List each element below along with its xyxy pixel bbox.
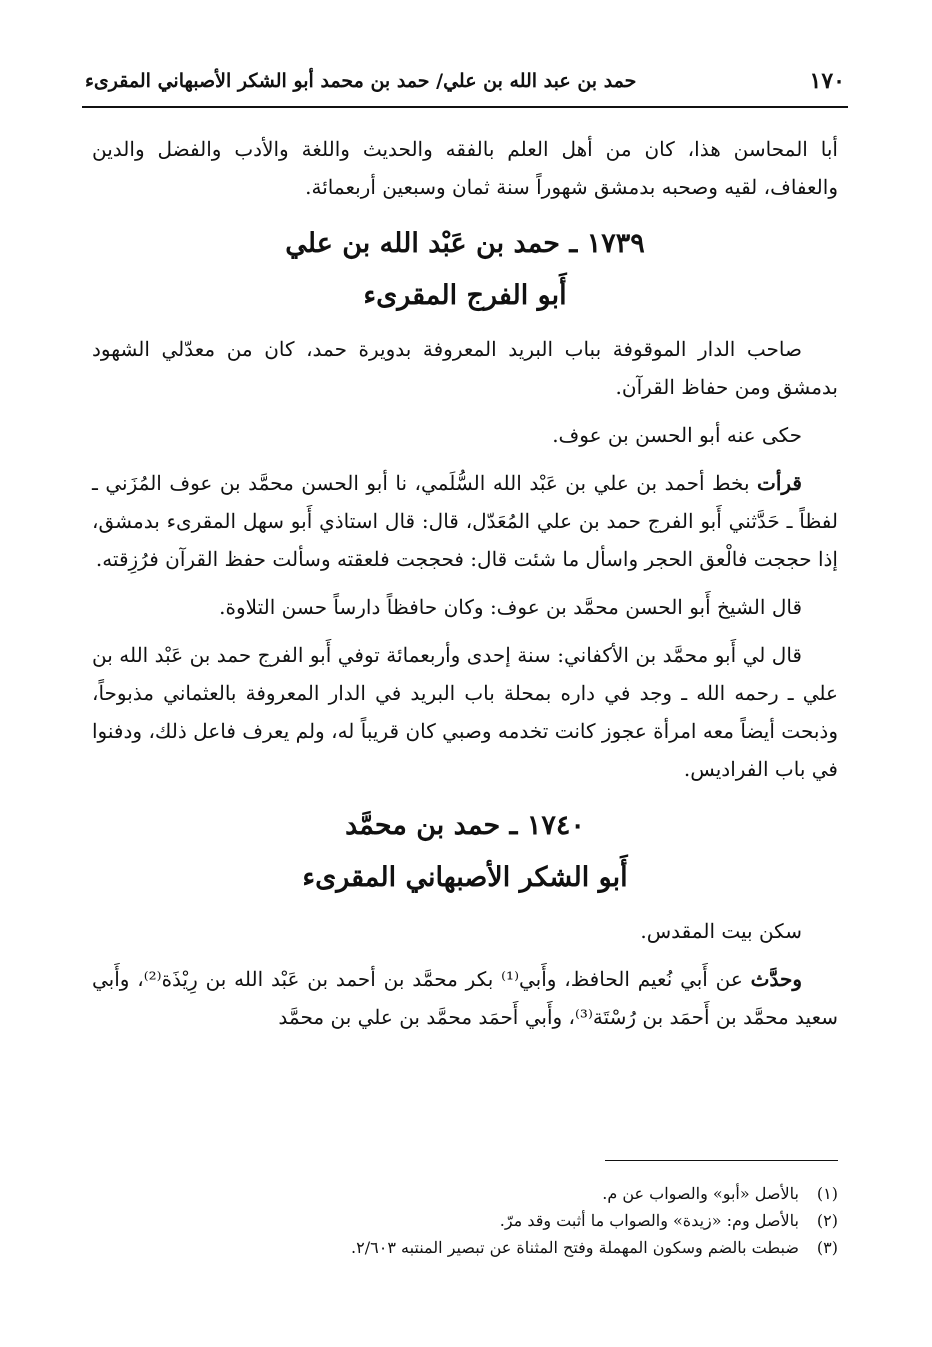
paragraph-text: بخط أحمد بن علي بن عَبْد الله السُّلَمي، نا أبو الحسن محمَّد بن عوف المُزَني ـ لفظاً ـ حَدَّثني أَبو الفرج حمد بن علي المُعَدّل، قال: قال استاذي أَبو سهل المقرىء بدمشق، إذا حججت فالْعق الحجر واسأل ما شئت قال: فحججت فلعقته وسألت حفظ القرآن فرُزِقته. <box>92 471 838 571</box>
footnote-text: بالأصل «أبو» والصواب عن م. <box>602 1184 799 1203</box>
lead-word: وحدَّث <box>750 967 802 991</box>
footnote-number: (٢) <box>816 1211 838 1230</box>
entry-1740-paragraph-1: سكن بيت المقدس. <box>640 919 802 943</box>
footnote <box>92 1207 838 1234</box>
running-title: حمد بن عبد الله بن علي/ حمد بن محمد أبو الشكر الأصبهاني المقرىء <box>85 70 637 92</box>
main-text <box>92 130 838 1036</box>
entry-1739-paragraph-3 <box>92 464 838 578</box>
paragraph-text: عن أَبي نُعيم الحافظ، وأَبي⁽¹⁾ بكر محمَّد بن أحمد بن عَبْد الله بن رِيْذَة⁽²⁾، وأَبي سعيد محمَّد بن أَحمَد بن رُسْتَة⁽³⁾، وأَبي أَحمَد محمَّد بن علي بن محمَّد <box>92 967 838 1029</box>
entry-1740-heading: ١٧٤٠ ـ حمد بن محمَّد <box>345 810 585 841</box>
entry-1739-subheading: أَبو الفرج المقرىء <box>363 280 567 311</box>
footnote-text: بالأصل وم: «زيدة» والصواب ما أثبت وقد مرّ. <box>499 1211 799 1230</box>
entry-1740-subheading: أَبو الشكر الأصبهاني المقرىء <box>302 862 628 893</box>
footnote-rule <box>605 1160 838 1161</box>
entry-1739-paragraph-2: حكى عنه أبو الحسن بن عوف. <box>552 423 802 447</box>
entry-1739-heading: ١٧٣٩ ـ حمد بن عَبْد الله بن علي <box>285 228 645 259</box>
entry-1739-paragraph-4: قال الشيخ أَبو الحسن محمَّد بن عوف: وكان حافظاً دارساً حسن التلاوة. <box>219 595 802 619</box>
page-number: ١٧٠ <box>809 68 845 94</box>
header-rule <box>82 106 848 108</box>
footnote <box>92 1180 838 1207</box>
entry-1739-paragraph-5: قال لي أَبو محمَّد بن الأكفاني: سنة إحدى وأربعمائة توفي أَبو الفرج حمد بن عَبْد الله بن علي ـ رحمه الله ـ وجد في داره بمحلة باب البريد في الدار المعروفة بالعثماني مذبوحاً، وذبحت أيضاً معه امرأة عجوز كانت تخدمه وصبي كان قريباً له، ولم يعرف فاعل ذلك، ودفنوا في باب الفراديس. <box>92 643 838 781</box>
footnote-number: (١) <box>816 1184 838 1203</box>
footnote <box>92 1234 838 1261</box>
intro-paragraph: أبا المحاسن هذا، كان من أهل العلم بالفقه والحديث واللغة والأدب والفضل والدين والعفاف، لقيه وصحبه بدمشق شهوراً سنة ثمان وسبعين أربعمائة. <box>92 137 838 199</box>
footnote-text: ضبطت بالضم وسكون المهملة وفتح المثناة عن تبصير المنتبه ٢/٦٠٣. <box>351 1238 799 1257</box>
running-head <box>85 62 845 102</box>
entry-1739-paragraph-1: صاحب الدار الموقوفة بباب البريد المعروفة بدويرة حمد، كان من معدّلي الشهود بدمشق ومن حفاظ القرآن. <box>92 337 838 399</box>
lead-word: قرأت <box>757 471 802 495</box>
footnote-number: (٣) <box>816 1238 838 1257</box>
footnotes <box>92 1180 838 1261</box>
entry-1740-paragraph-2 <box>92 960 838 1036</box>
